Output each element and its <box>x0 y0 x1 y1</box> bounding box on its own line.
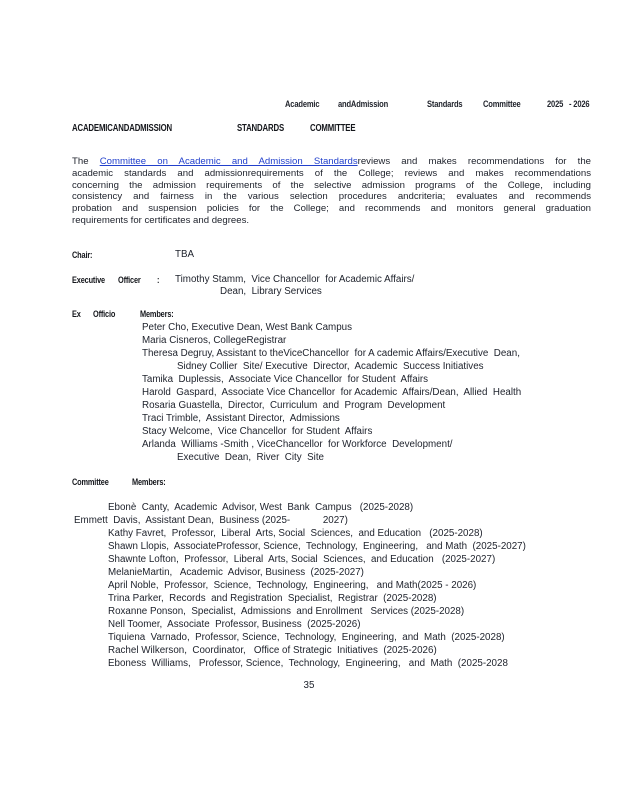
intro-line-3: concerning the admission requirements of the selective admission programs of the College, including <box>72 179 591 191</box>
committee-member: Eboness Williams, Professor, Science, Technology, Engineering, and Math (2025-2028 <box>108 658 508 669</box>
ex-officio-member: Maria Cisneros, CollegeRegistrar <box>142 335 287 346</box>
executive-officer-label: Officer <box>118 275 141 285</box>
header-word: Academic <box>285 99 320 109</box>
ex-officio-member-list <box>0 321 618 464</box>
ex-officio-member: Tamika Duplessis, Associate Vice Chancellor for Student Affairs <box>142 374 429 385</box>
ex-officio-member: Traci Trimble, Assistant Director, Admissions <box>142 413 340 424</box>
ex-officio-member: Rosaria Guastella, Director, Curriculum and Program Development <box>142 400 446 411</box>
intro-line-1 <box>72 156 591 168</box>
ex-officio-label: Officio <box>93 309 116 319</box>
intro-paragraph <box>72 156 591 227</box>
intro-line-5: probation and suspension policies for the College; and recommends and monitors general graduation <box>72 203 591 215</box>
executive-officer-label: : <box>157 275 160 285</box>
chair-label: Chair: <box>72 250 93 260</box>
ex-officio-member: Peter Cho, Executive Dean, West Bank Campus <box>142 322 353 333</box>
title-word: COMMITTEE <box>310 123 356 134</box>
header-word: 2025 <box>547 99 564 109</box>
committee-member: Tiquiena Varnado, Professor, Science, Technology, Engineering, and Math (2025-2028) <box>108 632 505 643</box>
executive-officer-value-line1: Timothy Stamm, Vice Chancellor for Academic Affairs/ <box>175 274 415 285</box>
committee-member: April Noble, Professor, Science, Technology, Engineering, and Math(2025 - 2026) <box>108 580 477 591</box>
ex-officio-member: Harold Gaspard, Associate Vice Chancellor for Academic Affairs/Dean, Allied Health <box>142 387 522 398</box>
ex-officio-member: Arlanda Williams -Smith , ViceChancellor for Workforce Development/ <box>142 439 453 450</box>
committee-member: Roxanne Ponson, Specialist, Admissions and Enrollment Services (2025-2028) <box>108 606 465 617</box>
committee-member-list <box>0 501 618 670</box>
intro-post-text: reviews and makes recommendations for the <box>357 156 591 167</box>
ex-officio-member: Sidney Collier Site/ Executive Director, Academic Success Initiatives <box>177 361 484 372</box>
intro-line-4: consistency and fairness in the various selection procedures andcriteria; evaluates and recommends <box>72 191 591 203</box>
header-word: Committee <box>483 99 521 109</box>
committee-standards-link[interactable]: Committee on Academic and Admission Standards <box>99 156 358 167</box>
intro-line-6: requirements for certificates and degrees. <box>72 214 250 226</box>
committee-members-label: Committee <box>72 477 109 487</box>
intro-line-2: academic standards and admissionrequirements of the College; reviews and makes recommendations <box>72 167 591 179</box>
ex-officio-label: Ex <box>72 309 81 319</box>
page-number: 35 <box>303 680 315 691</box>
committee-member: Shawn Llopis, AssociateProfessor, Science, Technology, Engineering, and Math (2025-2027) <box>108 541 526 552</box>
ex-officio-member: Stacy Welcome, Vice Chancellor for Student Affairs <box>142 426 373 437</box>
header-word: andAdmission <box>338 99 389 109</box>
header-word: - 2026 <box>569 99 590 109</box>
committee-member: Kathy Favret, Professor, Liberal Arts, Social Sciences, and Education (2025-2028) <box>108 528 483 539</box>
executive-officer-value-line2: Dean, Library Services <box>220 286 322 297</box>
committee-member: Rachel Wilkerson, Coordinator, Office of Strategic Initiatives (2025-2026) <box>108 645 437 656</box>
ex-officio-label: Members: <box>140 309 174 319</box>
committee-member: Emmett Davis, Assistant Dean, Business (2025- 2027) <box>74 515 348 526</box>
title-word: ACADEMICANDADMISSION <box>72 123 173 134</box>
ex-officio-member: Executive Dean, River City Site <box>177 452 325 463</box>
title-word: STANDARDS <box>237 123 284 134</box>
committee-member: Ebonè Canty, Academic Advisor, West Bank Campus (2025-2028) <box>108 502 414 513</box>
executive-officer-label: Executive <box>72 275 105 285</box>
committee-member: Trina Parker, Records and Registration Specialist, Registrar (2025-2028) <box>108 593 437 604</box>
committee-member: Nell Toomer, Associate Professor, Business (2025-2026) <box>108 619 361 630</box>
ex-officio-member: Theresa Degruy, Assistant to theViceChancellor for A cademic Affairs/Executive Dean, <box>142 348 520 359</box>
committee-member: MelanieMartin, Academic Advisor, Business (2025-2027) <box>108 567 364 578</box>
intro-pre-text: The <box>72 156 100 167</box>
committee-members-label: Members: <box>132 477 166 487</box>
chair-value: TBA <box>175 249 195 260</box>
header-word: Standards <box>427 99 463 109</box>
committee-member: Shawnte Lofton, Professor, Liberal Arts, Social Sciences, and Education (2025-2027) <box>108 554 496 565</box>
